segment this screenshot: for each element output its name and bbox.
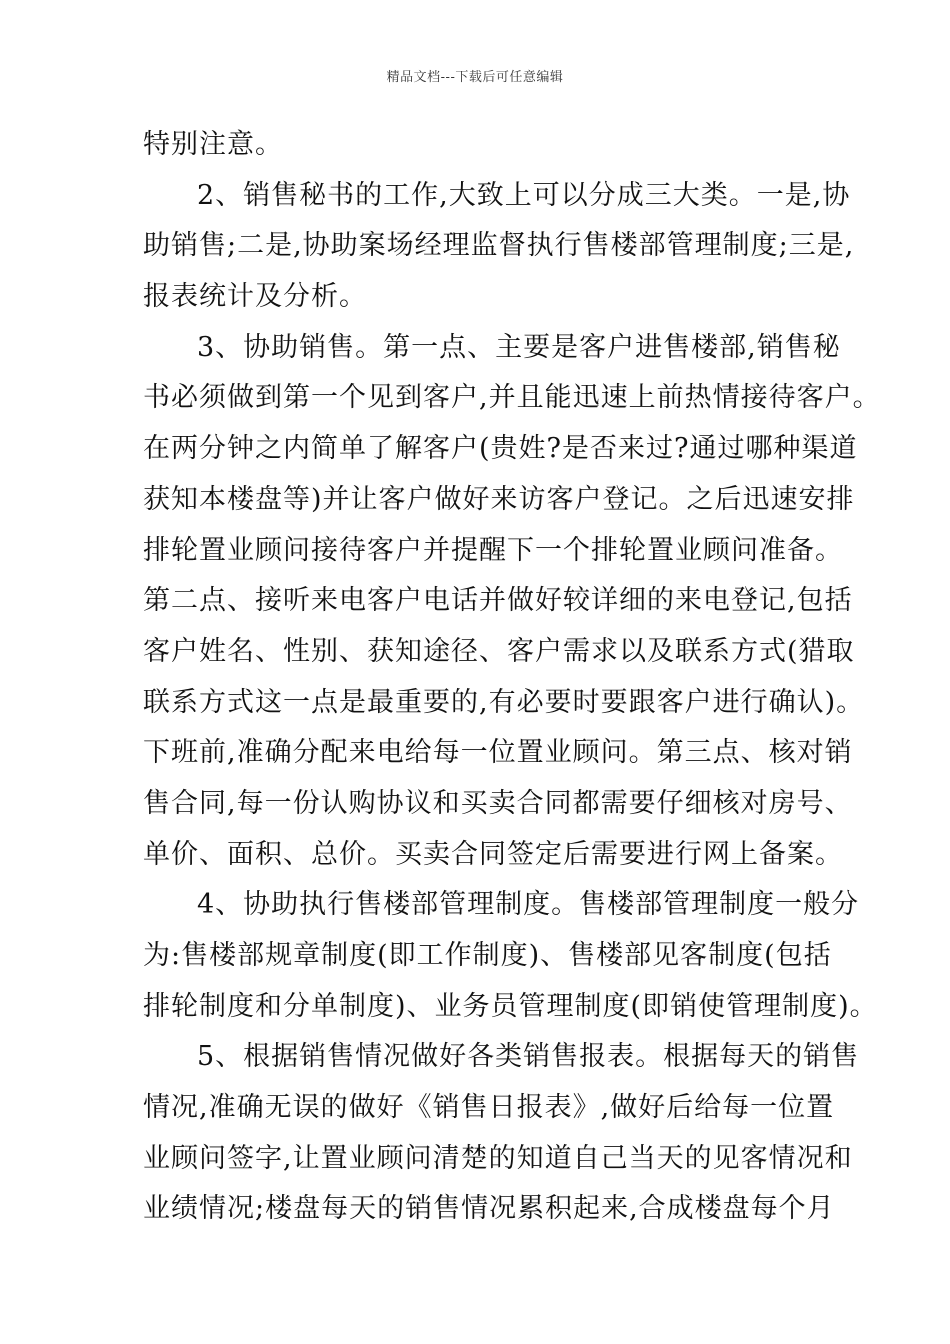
paragraph-start-line: 4、协助执行售楼部管理制度。售楼部管理制度一般分 [197, 889, 860, 921]
text-line: 获知本楼盘等)并让客户做好来访客户登记。之后迅速安排 [143, 483, 855, 515]
text-line: 报表统计及分析。 [143, 281, 367, 313]
text-line: 排轮置业顾问接待客户并提醒下一个排轮置业顾问准备。 [143, 534, 843, 566]
text-line: 特别注意。 [143, 129, 283, 160]
page-header: 精品文档---下载后可任意编辑 [386, 70, 564, 85]
text-line: 在两分钟之内简单了解客户(贵姓?是否来过?通过哪种渠道 [143, 433, 858, 465]
text-line: 排轮制度和分单制度)、业务员管理制度(即销使管理制度)。 [143, 990, 878, 1022]
paragraph-start-line: 3、协助销售。第一点、主要是客户进售楼部,销售秘 [197, 331, 841, 363]
text-line: 情况,准确无误的做好《销售日报表》,做好后给每一位置 [143, 1092, 835, 1124]
text-line: 第二点、接听来电客户电话并做好较详细的来电登记,包括 [143, 585, 853, 617]
text-line: 单价、面积、总价。买卖合同签定后需要进行网上备案。 [143, 838, 843, 870]
text-line: 联系方式这一点是最重要的,有必要时要跟客户进行确认)。 [143, 686, 865, 718]
document-body [143, 120, 881, 1235]
text-line: 下班前,准确分配来电给每一位置业顾问。第三点、核对销 [143, 737, 853, 769]
text-line: 客户姓名、性别、获知途径、客户需求以及联系方式(猎取 [143, 635, 855, 667]
text-line: 售合同,每一份认购协议和买卖合同都需要仔细核对房号、 [143, 787, 853, 819]
paragraph-start-line: 5、根据销售情况做好各类销售报表。根据每天的销售 [197, 1041, 860, 1073]
text-line: 为:售楼部规章制度(即工作制度)、售楼部见客制度(包括 [143, 940, 832, 971]
text-line: 书必须做到第一个见到客户,并且能迅速上前热情接待客户。 [143, 382, 881, 414]
text-line: 业绩情况;楼盘每天的销售情况累积起来,合成楼盘每个月 [143, 1193, 835, 1225]
text-line: 助销售;二是,协助案场经理监督执行售楼部管理制度;三是, [143, 230, 855, 262]
text-line: 业顾问签字,让置业顾问清楚的知道自己当天的见客情况和 [143, 1142, 853, 1174]
paragraph-start-line: 2、销售秘书的工作,大致上可以分成三大类。一是,协 [197, 179, 851, 211]
